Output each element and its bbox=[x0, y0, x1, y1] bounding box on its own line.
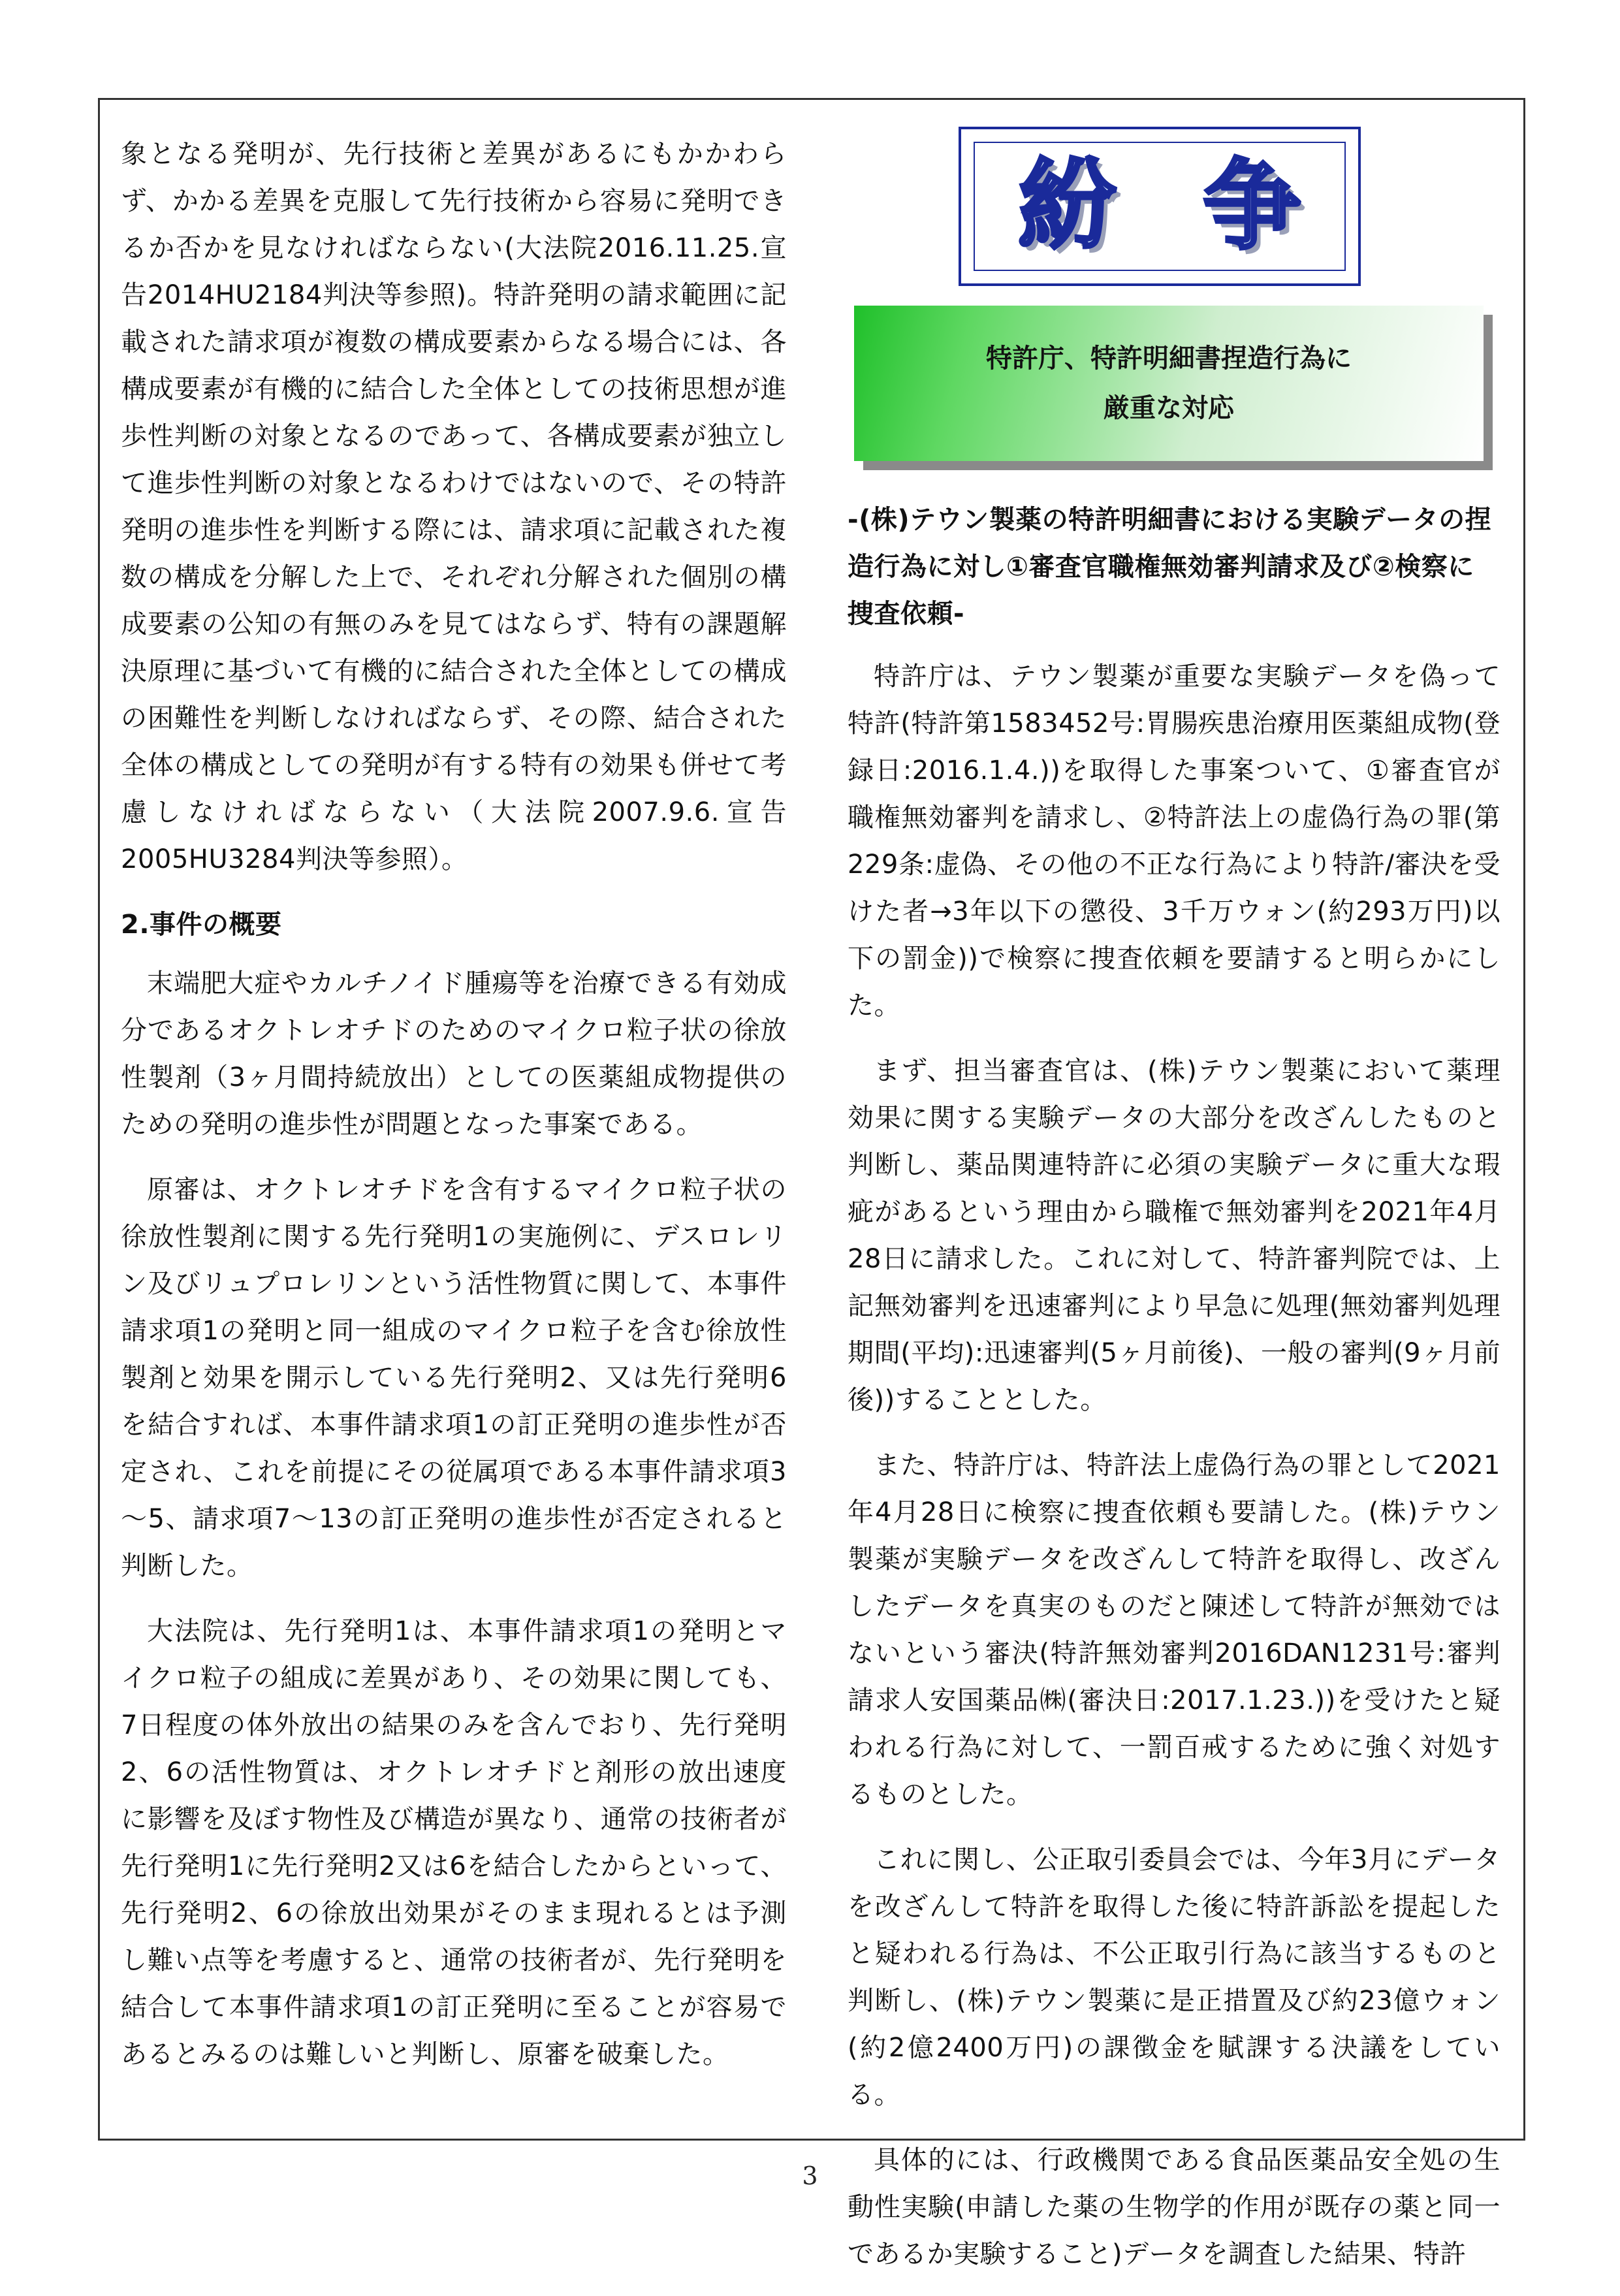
article-title-line-1: 特許庁、特許明細書捏造行為に bbox=[986, 343, 1352, 374]
right-paragraph-2: まず、担当審査官は、(株)テウン製薬において薬理効果に関する実験データの大部分を改ざんしたものと判断し、薬品関連特許に必須の実験データに重大な瑕疵があるという理由から職権で無効審判を2021年4月28日に請求した。これに対して、特許審判院では、上記無効審判を迅速審判により早急に処理(無効審判処理期間(平均):迅速審判(5ヶ月前後)、一般の審判(9ヶ月前後))することとした。 bbox=[848, 1056, 1501, 1415]
left-paragraph-2: 末端肥大症やカルチノイド腫瘍等を治療できる有効成分であるオクトレオチドのためのマイクロ粒子状の徐放性製剤（3ヶ月間持続放出）としての医薬組成物提供のための発明の進歩性が問題となった事案である。 bbox=[121, 968, 787, 1140]
right-paragraph-1: 特許庁は、テウン製薬が重要な実験データを偽って特許(特許第1583452号:胃腸疾患治療用医薬組成物(登録日:2016.1.4.))を取得した事案ついて、①審査官が職権無効審判を請求し、②特許法上の虚偽行為の罪(第229条:虚偽、その他の不正な行為により特許/審決を受けた者→3年以下の懲役、3千万ウォン(約293万円)以下の罰金))で検察に捜査依頼を要請すると明らかにした。 bbox=[848, 662, 1501, 1021]
article-title-banner bbox=[854, 306, 1484, 461]
article-subtitle: -(株)テウン製薬の特許明細書における実験データの捏造行為に対し①審査官職権無効審判請求及び②検察に捜査依頼- bbox=[848, 505, 1492, 629]
left-paragraph-3: 原審は、オクトレオチドを含有するマイクロ粒子状の徐放性製剤に関する先行発明1の実施例に、デスロレリン及びリュプロレリンという活性物質に関して、本事件請求項1の発明と同一組成のマイクロ粒子を含む徐放性製剤と効果を開示している先行発明2、又は先行発明6を結合すれば、本事件請求項1の訂正発明の進歩性が否定され、これを前提にその従属項である本事件請求項3～5、請求項7～13の訂正発明の進歩性が否定されると判断した。 bbox=[121, 1175, 787, 1581]
article-title-line-2: 厳重な対応 bbox=[1104, 393, 1234, 423]
section-title-box bbox=[959, 127, 1361, 286]
page-number: 3 bbox=[802, 2161, 818, 2190]
right-paragraph-3: また、特許庁は、特許法上虚偽行為の罪として2021年4月28日に検察に捜査依頼も要請した。(株)テウン製薬が実験データを改ざんして特許を取得し、改ざんしたデータを真実のものだと陳述して特許が無効ではないという審決(特許無効審判2016DAN1231号:審判請求人安国薬品㈱(審決日:2017.1.23.))を受けたと疑われる行為に対して、一罰百戒するために強く対処するものとした。 bbox=[848, 1450, 1501, 1810]
section-title-char-1: 紛 bbox=[1018, 150, 1117, 263]
left-paragraph-1: 象となる発明が、先行技術と差異があるにもかかわらず、かかる差異を克服して先行技術から容易に発明できるか否かを見なければならない(大法院2016.11.25.宣告2014HU2184判決等参照)。特許発明の請求範囲に記載された請求項が複数の構成要素からなる場合には、各構成要素が有機的に結合した全体としての技術思想が進歩性判断の対象となるのであって、各構成要素が独立して進歩性判断の対象となるわけではないので、その特許発明の進歩性を判断する際には、請求項に記載された複数の構成を分解した上で、それぞれ分解された個別の構成要素の公知の有無のみを見てはならず、特有の課題解決原理に基づいて有機的に結合された全体としての構成の困難性を判断しなければならず、その際、結合された全体の構成としての発明が有する特有の効果も併せて考慮しなければならない（大法院2007.9.6.宣告2005HU3284判決等参照）。 bbox=[121, 139, 787, 874]
left-column bbox=[121, 131, 787, 2096]
right-paragraph-4: これに関し、公正取引委員会では、今年3月にデータを改ざんして特許を取得した後に特許訴訟を提起したと疑われる行為は、不公正取引行為に該当するものと判断し、(株)テウン製薬に是正措置及び約23億ウォン(約2億2400万円)の課徴金を賦課する決議をしている。 bbox=[848, 1845, 1501, 2110]
section-title-inner bbox=[974, 142, 1346, 271]
section-title-char-2: 争 bbox=[1203, 150, 1301, 263]
section-heading: 2.事件の概要 bbox=[121, 910, 282, 940]
left-paragraph-4: 大法院は、先行発明1は、本事件請求項1の発明とマイクロ粒子の組成に差異があり、その効果に関しても、7日程度の体外放出の結果のみを含んでおり、先行発明2、6の活性物質は、オクトレオチドと剤形の放出速度に影響を及ぼす物性及び構造が異なり、通常の技術者が先行発明1に先行発明2又は6を結合したからといって、先行発明2、6の徐放出効果がそのまま現れるとは予測し難い点等を考慮すると、通常の技術者が、先行発明を結合して本事件請求項1の訂正発明に至ることが容易であるとみるのは難しいと判断し、原審を破棄した。 bbox=[121, 1616, 787, 2069]
right-column bbox=[848, 496, 1501, 2296]
right-paragraph-5: 具体的には、行政機関である食品医薬品安全処の生動性実験(申請した薬の生物学的作用が既存の薬と同一であるか実験すること)データを調査した結果、特許 bbox=[848, 2145, 1501, 2269]
